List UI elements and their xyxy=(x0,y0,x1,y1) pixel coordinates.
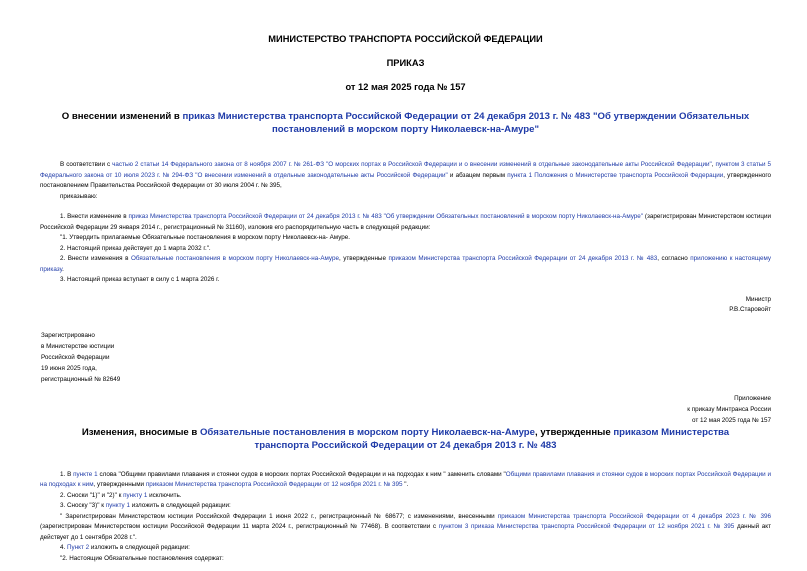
order-word: приказываю: xyxy=(60,192,98,200)
item-1-quote-2: 2. Настоящий приказ действует до 1 марта 2032 г.". xyxy=(60,244,211,252)
registration-line-5: регистрационный № 82649 xyxy=(41,375,121,383)
law-261-link[interactable]: частью 2 статьи 14 Федерального закона от 8 ноября 2007 г. № 261-ФЗ "О морских портах в Российской Федерации и о внесении изменений в отдельные законодательные акты Российской Федерации" xyxy=(112,161,712,168)
change-3-point-link[interactable]: пункту 1 xyxy=(105,502,130,509)
registration-line-2: в Министерстве юстиции xyxy=(41,342,115,350)
change-3-quote-c: данный акт действует до 1 сентября 2028 г.". xyxy=(40,523,772,541)
preamble-text-4: , утвержденного постановлением Правительства Российской Федерации от 30 июля 2004 г. № 395, xyxy=(40,171,771,189)
appendix-title-regulations-link[interactable]: Обязательные постановления в морском порту Николаевск-на-Амуре xyxy=(199,426,535,438)
change-4 xyxy=(40,543,771,554)
change-4-end: изложить в следующей редакции: xyxy=(89,544,190,551)
preamble-text-2: , xyxy=(711,161,716,168)
item-2-sep: , согласно xyxy=(657,255,691,262)
ministry-heading: МИНИСТЕРСТВО ТРАНСПОРТА РОССИЙСКОЙ ФЕДЕРАЦИИ xyxy=(268,34,543,44)
appendix-ref: к приказу Минтранса России xyxy=(687,405,771,413)
preamble-text-1: В соответствии с xyxy=(60,161,113,168)
item-2-regulations-link[interactable]: Обязательные постановления в морском порту Николаевск-на-Амуре xyxy=(130,255,340,262)
change-2 xyxy=(40,491,771,502)
appendix-title-text-1: Изменения, вносимые в xyxy=(81,426,200,438)
change-2-end: исключить. xyxy=(147,491,182,499)
signature-block xyxy=(40,295,771,316)
item-2-prefix: 2. Внести изменения в xyxy=(60,255,131,262)
appendix-title-text-2: , утвержденные xyxy=(535,426,614,438)
appendix-title xyxy=(60,426,751,452)
change-1-c: " заменить словами " xyxy=(441,470,506,478)
order-date-number: от 12 мая 2025 года № 157 xyxy=(345,82,466,92)
order-title-prefix: О внесении изменений в xyxy=(61,111,183,122)
change-1-e: ". xyxy=(402,481,409,488)
changes-body xyxy=(40,470,771,565)
change-4-point-link[interactable]: Пункт 2 xyxy=(67,544,90,551)
item-2-end: . xyxy=(62,265,64,273)
order-body xyxy=(40,160,771,286)
change-3-order-396-link[interactable]: приказом Министерства транспорта Российской Федерации от 4 декабря 2023 г. № 396 xyxy=(497,512,772,520)
document-type: ПРИКАЗ xyxy=(386,58,425,68)
appendix-meta xyxy=(40,393,771,426)
change-1-d: , утвержденными xyxy=(93,481,146,488)
item-1 xyxy=(40,212,771,233)
change-2-text: 2. Сноски "1)" и "2)" к xyxy=(60,491,124,499)
change-3-quote-b: (зарегистрирован Министерством юстиции Российской Федерации 11 марта 2024 г., регистрационный № 77468). В соответствии с xyxy=(40,523,439,530)
appendix-date: от 12 мая 2025 года № 157 xyxy=(692,416,771,424)
change-3-quote xyxy=(40,512,771,544)
appendix-title-order-link[interactable]: приказом Министерства транспорта Российской Федерации от 24 декабря 2013 г. № 483 xyxy=(254,426,730,451)
item-1-prefix: 1. Внести изменение в xyxy=(60,213,129,220)
registration-line-4: 19 июня 2025 года, xyxy=(41,364,97,372)
appendix-label: Приложение xyxy=(734,394,771,402)
registration-line-1: Зарегистрировано xyxy=(41,331,95,339)
change-4-quote: "2. Настоящие Обязательные постановления содержат: xyxy=(60,554,224,562)
item-2-appendix-link[interactable]: приложению к настоящему приказу xyxy=(40,255,772,273)
signature-position: Министр xyxy=(745,295,771,303)
change-1-a: 1. В xyxy=(60,470,74,478)
item-1-order-link[interactable]: приказ Министерства транспорта Российской Федерации от 24 декабря 2013 г. № 483 "Об утверждении Обязательных постановлений в морском порту Николаевск-на-Амуре" xyxy=(128,213,644,220)
change-1-point-link[interactable]: пункте 1 xyxy=(73,470,98,478)
registration-block xyxy=(41,330,771,385)
change-2-point-link[interactable]: пункту 1 xyxy=(123,491,148,499)
ministry-regulation-link[interactable]: пункта 1 Положения о Министерстве транспорта Российской Федерации xyxy=(507,171,724,179)
item-2-mid: , утвержденные xyxy=(339,255,389,262)
preamble xyxy=(40,160,771,192)
law-294-link[interactable]: пунктом 3 статьи 5 Федерального закона от 10 июля 2023 г. № 294-ФЗ "О внесении изменений в отдельные законодательные акты Российской Федерации" xyxy=(40,161,772,179)
item-3: 3. Настоящий приказ вступает в силу с 1 марта 2026 г. xyxy=(60,276,220,283)
item-2 xyxy=(40,254,771,275)
change-3-quote-a: " Зарегистрирован Министерством юстиции Российской Федерации 1 июня 2022 г., регистрационный № 68677; с изменениями, внесенными xyxy=(60,512,498,520)
item-2-order-link[interactable]: приказом Министерства транспорта Российской Федерации от 24 декабря 2013 г. № 483 xyxy=(388,255,658,262)
change-3 xyxy=(40,501,771,512)
change-4-text: 4. xyxy=(60,544,68,551)
order-title xyxy=(60,110,751,136)
signature-name: Р.В.Старовойт xyxy=(729,306,771,313)
item-1-quote-1: "1. Утвердить прилагаемые Обязательные постановления в морском порту Николаевск-на- Амуре. xyxy=(60,234,351,241)
change-3-order-395-link[interactable]: пунктом 3 приказа Министерства транспорта Российской Федерации от 12 ноября 2021 г. № 395 xyxy=(438,523,735,530)
change-1-b: слова "Общими правилами плавания и стоянки судов в морских портах Российской Федерации и на подходах к ним xyxy=(97,470,442,478)
change-3-text: 3. Сноску "3)" к xyxy=(60,502,106,509)
change-1 xyxy=(40,470,771,491)
order-title-link[interactable]: приказ Министерства транспорта Российской Федерации от 24 декабря 2013 г. № 483 "Об утверждении Обязательных постановлений в морском порту Николаевск-на-Амуре" xyxy=(182,111,750,135)
change-1-order-link[interactable]: приказом Министерства транспорта Российской Федерации от 12 ноября 2021 г. № 395 xyxy=(145,481,403,488)
change-3-end: изложить в следующей редакции: xyxy=(129,502,231,509)
registration-line-3: Российской Федерации xyxy=(41,353,110,361)
preamble-text-3: и абзацем первым xyxy=(447,171,508,179)
item-1-rest: (зарегистрирован Министерством юстиции Российской Федерации 29 января 2014 г., регистрационный № 31160), изложив его распорядительную часть в следующей редакции: xyxy=(40,213,771,231)
change-1-rules-link[interactable]: Общими правилами плавания и стоянки судов в морских портах Российской Федерации и на подходах к ним xyxy=(40,470,772,488)
